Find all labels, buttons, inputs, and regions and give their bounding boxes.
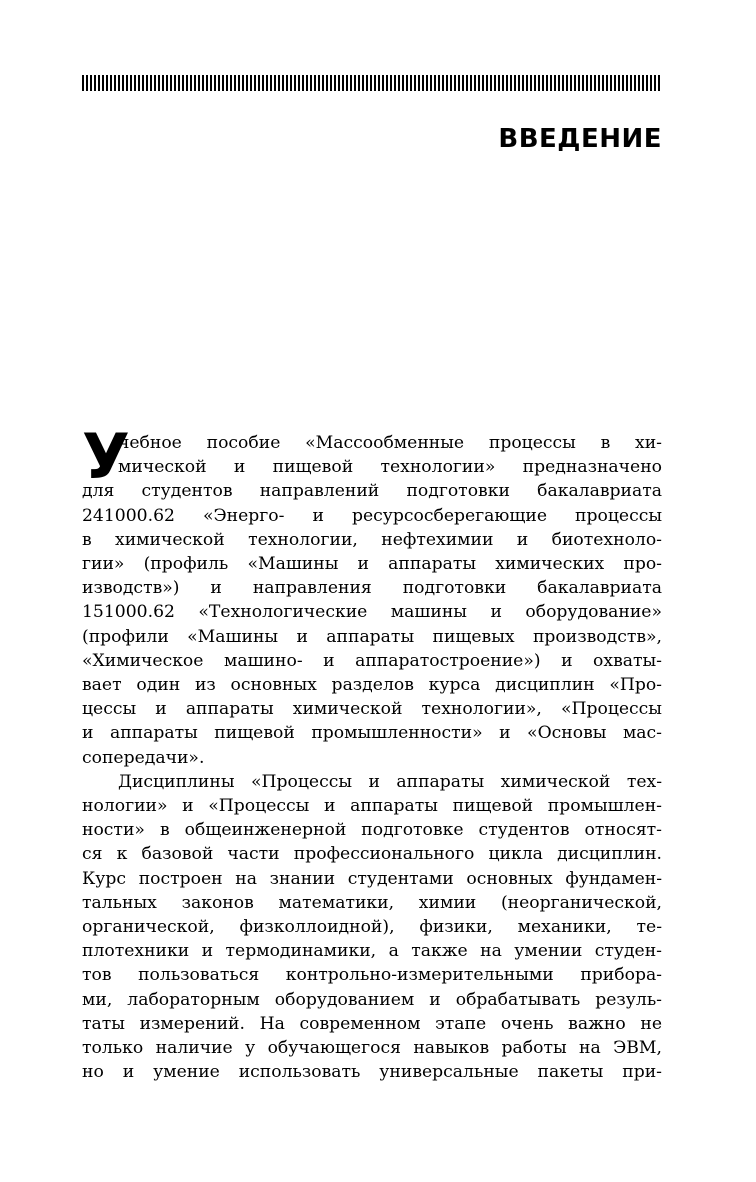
text-line: гии» (профиль «Машины и аппараты химических про- (82, 554, 662, 575)
text-line: 151000.62 «Технологические машины и оборудование» (82, 602, 662, 623)
text-line: Курс построен на знании студентами основных фундамен- (82, 868, 662, 889)
paragraph-2 (82, 770, 662, 1085)
text-line: ми, лабораторным оборудованием и обрабатывать резуль- (82, 989, 662, 1010)
drop-cap: У (82, 420, 130, 493)
text-line: для студентов направлений подготовки бакалавриата (82, 481, 662, 502)
text-line: тов пользоваться контрольно-измерительными прибора- (82, 965, 662, 986)
text-line: «Химическое машино- и аппаратостроение») и охваты- (82, 650, 662, 671)
text-line: (профили «Машины и аппараты пищевых производств», (82, 626, 662, 647)
text-line: нологии» и «Процессы и аппараты пищевой промышлен- (82, 796, 662, 817)
decorative-header-rule (82, 75, 662, 91)
text-line: ности» в общеинженерной подготовке студентов относят- (82, 820, 662, 841)
text-line: изводств») и направления подготовки бакалавриата (82, 578, 662, 599)
text-line: вает один из основных разделов курса дисциплин «Про- (82, 675, 662, 696)
text-line: ся к базовой части профессионального цикла дисциплин. (82, 844, 662, 865)
text-line: органической, физколлоидной), физики, механики, те- (82, 917, 662, 938)
body-text (82, 420, 662, 1084)
text-line: только наличие у обучающегося навыков работы на ЭВМ, (82, 1038, 662, 1059)
chapter-title: ВВЕДЕНИЕ (498, 124, 662, 154)
text-line: 241000.62 «Энерго- и ресурсосберегающие процессы (82, 505, 662, 526)
paragraph-1 (82, 420, 662, 770)
text-line: в химической технологии, нефтехимии и биотехноло- (82, 529, 662, 550)
text-line: цессы и аппараты химической технологии», «Процессы (82, 699, 662, 720)
text-line: мической и пищевой технологии» предназначено (118, 457, 662, 478)
text-line: но и умение использовать универсальные пакеты при- (82, 1062, 662, 1083)
text-line: сопередачи». (82, 747, 205, 768)
text-line: чебное пособие «Массообменные процессы в хи- (118, 433, 662, 453)
text-line: Дисциплины «Процессы и аппараты химической тех- (118, 771, 662, 792)
text-line: тальных законов математики, химии (неорганической, (82, 892, 662, 913)
text-line: плотехники и термодинамики, а также на умении студен- (82, 941, 662, 962)
text-line: и аппараты пищевой промышленности» и «Основы мас- (82, 723, 662, 744)
text-line: таты измерений. На современном этапе очень важно не (82, 1013, 662, 1034)
